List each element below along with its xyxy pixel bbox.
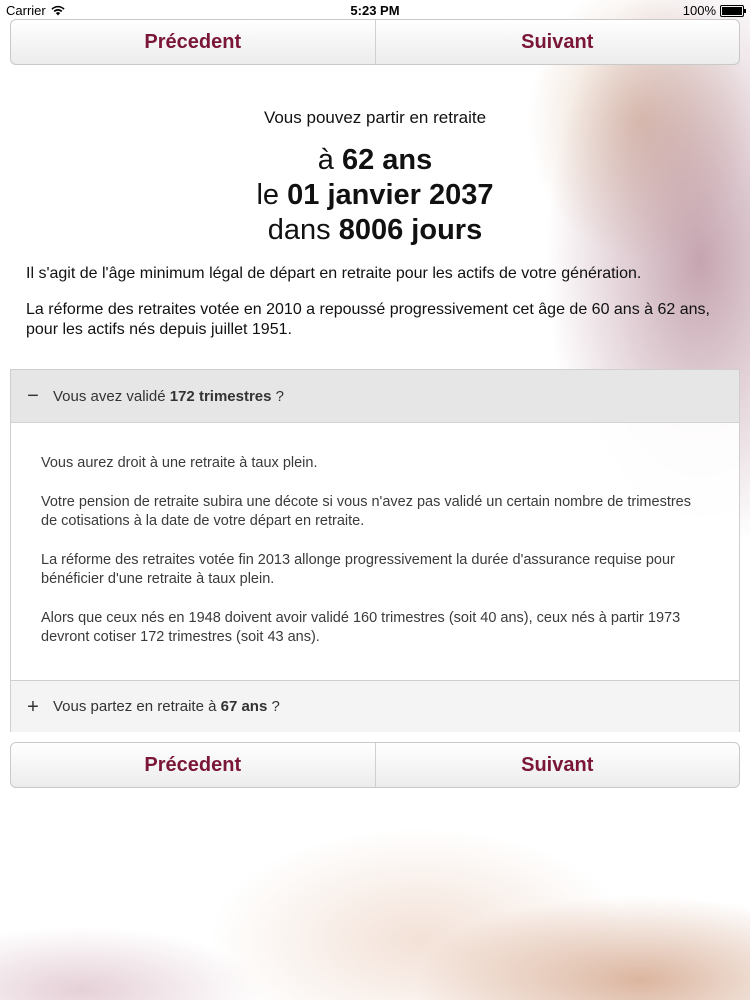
accordion-body-text: Vous aurez droit à une retraite à taux plein.: [41, 455, 318, 471]
accordion-header-age[interactable]: [11, 680, 739, 732]
days-remaining-value: 8006 jours: [338, 214, 483, 246]
accordion-title: Vous partez en retraite à 67 ans ?: [53, 698, 280, 715]
status-bar: [0, 0, 750, 20]
accordion-body-text: Alors que ceux nés en 1948 doivent avoir validé 160 trimestres (soit 40 ans), ceux nés à partir 1973 devront cotiser 172 trimestres (soit 43 ans).: [41, 609, 681, 645]
retirement-age-value: 62 ans: [341, 144, 433, 176]
accordion-body-text: Votre pension de retraite subira une décote si vous n'avez pas validé un certain nombre de trimestres de cotisations à la date de votre départ en retraite.: [41, 493, 691, 529]
bottom-navigation: [10, 742, 740, 788]
previous-button[interactable]: Précedent: [144, 30, 242, 53]
accordion-body-trimestres: [41, 454, 711, 667]
top-navigation: [10, 19, 740, 65]
plus-icon: +: [27, 695, 39, 718]
battery-percent: 100%: [682, 3, 716, 18]
next-button[interactable]: Suivant: [375, 20, 740, 64]
clock: 5:23 PM: [350, 3, 400, 18]
explanation-paragraph: Il s'agit de l'âge minimum légal de départ en retraite pour les actifs de votre génération.: [26, 265, 642, 282]
retirement-age: à 62 ans: [317, 144, 433, 176]
previous-button[interactable]: Précedent: [144, 753, 242, 776]
accordion-panel: [10, 369, 740, 732]
accordion-body-text: La réforme des retraites votée fin 2013 allonge progressivement la durée d'assurance requise pour bénéficier d'une retraite à taux plein.: [41, 551, 675, 587]
minus-icon: −: [27, 385, 39, 407]
carrier-label: Carrier: [6, 3, 46, 18]
explanation-paragraph: La réforme des retraites votée en 2010 a repoussé progressivement cet âge de 60 ans à 62 ans, pour les actifs nés depuis juillet 1951.: [26, 301, 710, 338]
retirement-date-value: 01 janvier 2037: [287, 179, 494, 211]
battery-icon: [720, 5, 744, 17]
result-intro: Vous pouvez partir en retraite: [263, 108, 487, 127]
battery-status: [683, 3, 744, 18]
next-button[interactable]: Suivant: [375, 743, 740, 787]
accordion-title: Vous avez validé 172 trimestres ?: [53, 387, 284, 405]
retirement-date: le 01 janvier 2037: [256, 179, 494, 211]
accordion-header-trimestres[interactable]: [11, 370, 739, 423]
days-remaining: dans 8006 jours: [267, 214, 483, 246]
